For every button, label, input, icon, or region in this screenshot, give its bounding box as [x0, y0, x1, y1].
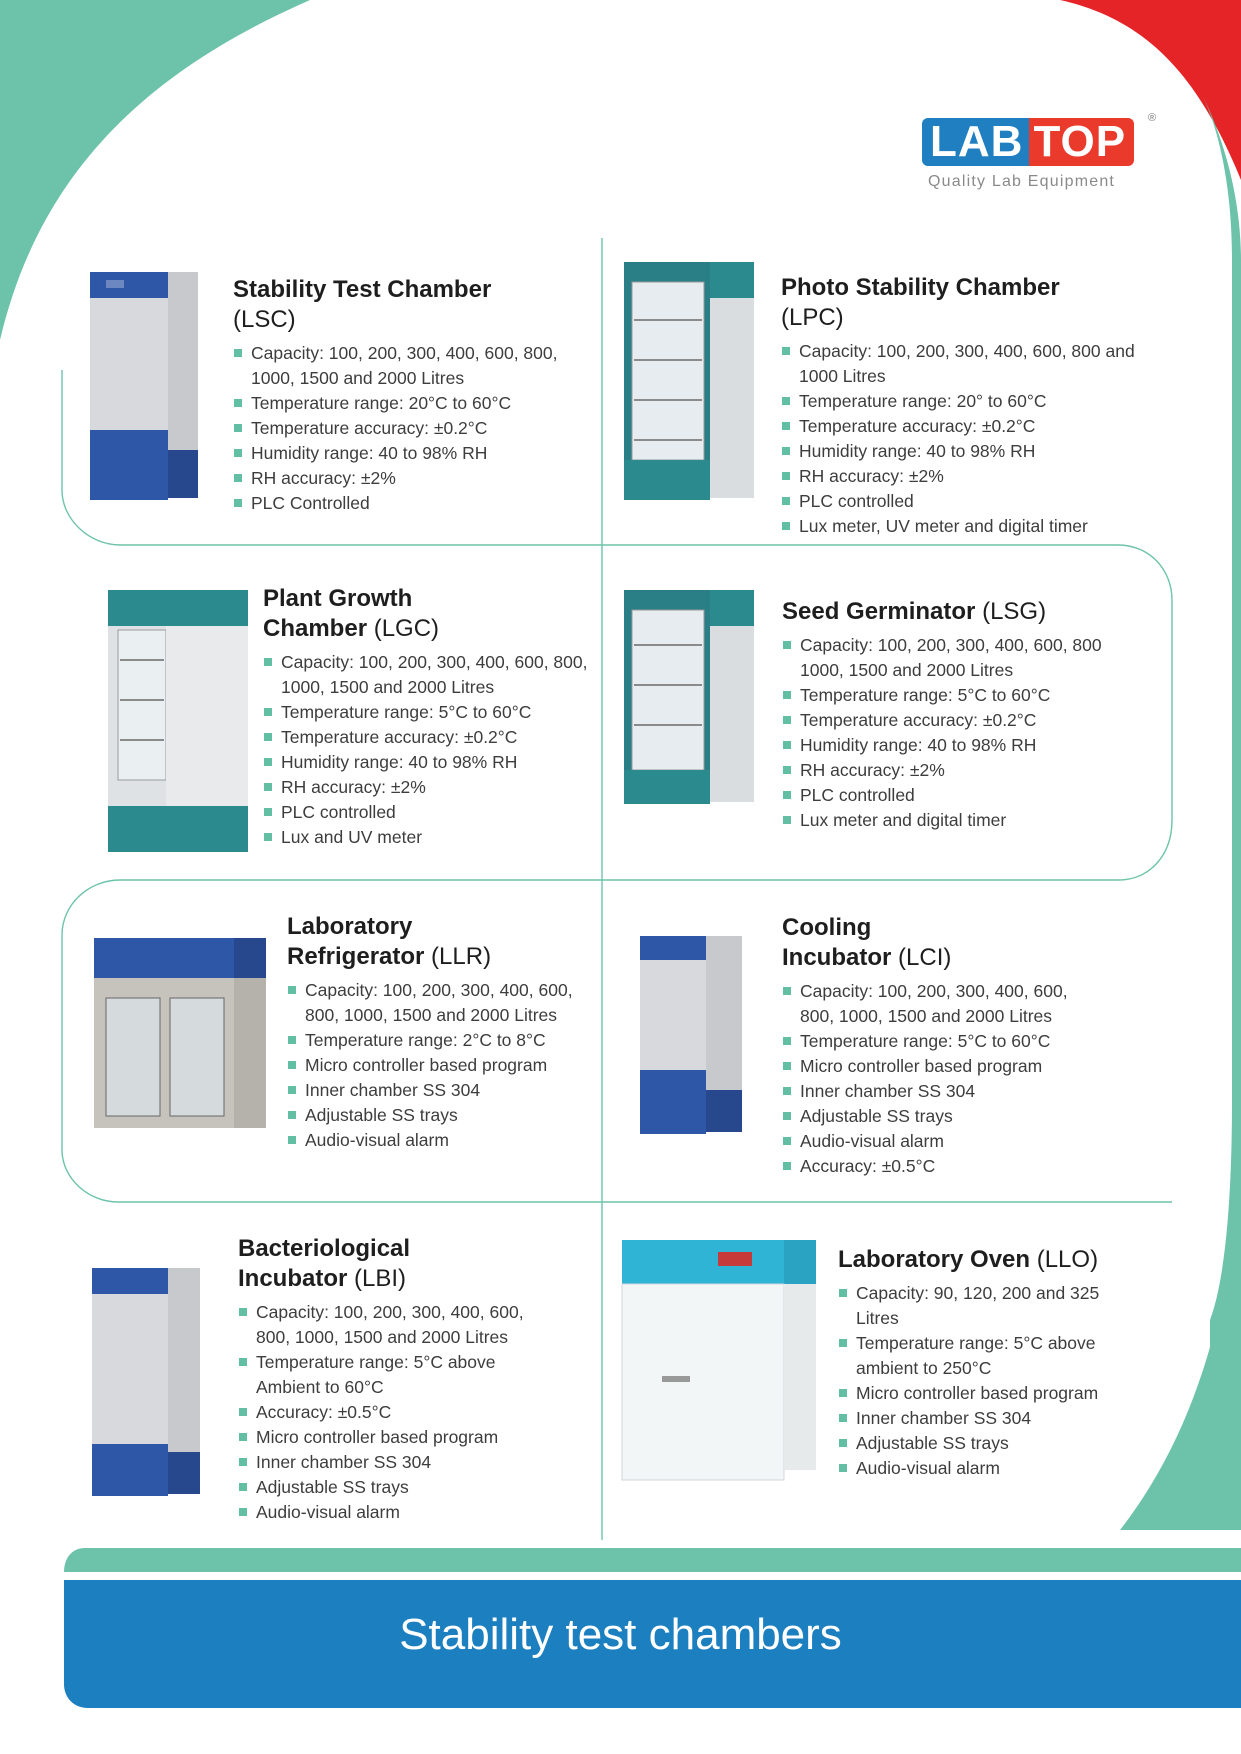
spec-item: RH accuracy: ±2%	[782, 758, 1142, 783]
product-bacteriological-incubator	[238, 1234, 568, 1525]
spec-item: PLC controlled	[263, 800, 593, 825]
spec-item: Temperature range: 2°C to 8°C	[287, 1028, 605, 1053]
product-seed-germinator	[782, 597, 1142, 833]
spec-item: Capacity: 100, 200, 300, 400, 600, 800, 1000, 1500 and 2000 Litres	[782, 979, 1102, 1029]
spec-item: Temperature range: 5°C to 60°C	[263, 700, 593, 725]
teal-right-lower	[1120, 1160, 1241, 1530]
photo-stability-chamber-image	[624, 262, 754, 500]
product-title: Laboratory Oven (LLO)	[838, 1246, 1099, 1273]
spec-item: Audio-visual alarm	[287, 1128, 605, 1153]
spec-item: Audio-visual alarm	[238, 1500, 553, 1525]
spec-item: Inner chamber SS 304	[287, 1078, 605, 1103]
spec-list	[781, 339, 1136, 539]
spec-list	[287, 978, 605, 1153]
product-cooling-incubator	[782, 913, 1102, 1179]
spec-item: Capacity: 100, 200, 300, 400, 600, 800, 1000, 1500 and 2000 Litres	[287, 978, 605, 1028]
registered-mark: ®	[1148, 112, 1157, 124]
product-photo-stability-chamber	[781, 273, 1136, 539]
spec-item: PLC Controlled	[233, 491, 593, 516]
spec-item: Capacity: 100, 200, 300, 400, 600, 800 and 1000 Litres	[781, 339, 1136, 389]
spec-item: Capacity: 100, 200, 300, 400, 600, 800, 1000, 1500 and 2000 Litres	[233, 341, 593, 391]
spec-list	[238, 1300, 553, 1525]
spec-item: Capacity: 100, 200, 300, 400, 600, 800, 1000, 1500 and 2000 Litres	[238, 1300, 553, 1350]
product-title: Stability Test Chamber (LSC)	[233, 276, 492, 333]
spec-item: Lux and UV meter	[263, 825, 593, 850]
logo-top-text: TOP	[1029, 118, 1134, 166]
spec-item: Audio-visual alarm	[782, 1129, 1102, 1154]
logo-lab-text: LAB	[922, 118, 1029, 166]
product-title: Plant Growth Chamber (LGC)	[263, 585, 440, 642]
spec-item: Temperature accuracy: ±0.2°C	[781, 414, 1136, 439]
cooling-incubator-image	[640, 936, 742, 1134]
spec-item: Temperature range: 20°C to 60°C	[233, 391, 593, 416]
spec-item: Temperature range: 5°C to 60°C	[782, 1029, 1102, 1054]
spec-list	[263, 650, 593, 850]
spec-item: Temperature accuracy: ±0.2°C	[233, 416, 593, 441]
spec-item: Humidity range: 40 to 98% RH	[781, 439, 1136, 464]
footer-teal-strip	[64, 1548, 1241, 1572]
spec-item: Capacity: 100, 200, 300, 400, 600, 800 1000, 1500 and 2000 Litres	[782, 633, 1142, 683]
seed-germinator-image	[624, 590, 754, 804]
bacteriological-incubator-image	[92, 1268, 200, 1496]
spec-item: Temperature accuracy: ±0.2°C	[263, 725, 593, 750]
spec-list	[233, 341, 593, 516]
product-title: Bacteriological Incubator (LBI)	[238, 1235, 411, 1292]
spec-list	[782, 979, 1102, 1179]
product-laboratory-oven	[838, 1245, 1138, 1481]
spec-item: Temperature range: 20° to 60°C	[781, 389, 1136, 414]
spec-item: Accuracy: ±0.5°C	[238, 1400, 553, 1425]
spec-item: Inner chamber SS 304	[238, 1450, 553, 1475]
spec-item: Inner chamber SS 304	[782, 1079, 1102, 1104]
spec-item: PLC controlled	[781, 489, 1136, 514]
spec-item: Adjustable SS trays	[287, 1103, 605, 1128]
logo-tagline: Quality Lab Equipment	[928, 173, 1116, 190]
spec-item: Humidity range: 40 to 98% RH	[782, 733, 1142, 758]
product-title: Cooling Incubator (LCI)	[782, 914, 952, 971]
spec-item: Temperature range: 5°C above ambient to 250°C	[838, 1331, 1128, 1381]
product-laboratory-refrigerator	[287, 912, 605, 1153]
plant-growth-chamber-image	[108, 590, 248, 852]
laboratory-oven-image	[622, 1240, 816, 1480]
spec-item: Adjustable SS trays	[238, 1475, 553, 1500]
spec-item: Humidity range: 40 to 98% RH	[233, 441, 593, 466]
spec-item: Lux meter, UV meter and digital timer	[781, 514, 1136, 539]
stability-chamber-image	[90, 272, 198, 500]
spec-item: Humidity range: 40 to 98% RH	[263, 750, 593, 775]
spec-item: PLC controlled	[782, 783, 1142, 808]
spec-item: RH accuracy: ±2%	[263, 775, 593, 800]
spec-item: Audio-visual alarm	[838, 1456, 1128, 1481]
spec-item: Accuracy: ±0.5°C	[782, 1154, 1102, 1179]
spec-item: Adjustable SS trays	[838, 1431, 1128, 1456]
spec-item: Lux meter and digital timer	[782, 808, 1142, 833]
spec-item: Capacity: 90, 120, 200 and 325 Litres	[838, 1281, 1128, 1331]
footer-title: Stability test chambers	[399, 1610, 842, 1659]
spec-item: Micro controller based program	[838, 1381, 1128, 1406]
spec-item: Micro controller based program	[238, 1425, 553, 1450]
spec-item: RH accuracy: ±2%	[781, 464, 1136, 489]
product-title: Seed Germinator (LSG)	[782, 598, 1047, 625]
spec-item: RH accuracy: ±2%	[233, 466, 593, 491]
spec-item: Micro controller based program	[287, 1053, 605, 1078]
spec-list	[838, 1281, 1128, 1481]
product-title: Laboratory Refrigerator (LLR)	[287, 913, 492, 970]
spec-list	[782, 633, 1142, 833]
laboratory-refrigerator-image	[94, 938, 266, 1128]
spec-item: Capacity: 100, 200, 300, 400, 600, 800, 1000, 1500 and 2000 Litres	[263, 650, 593, 700]
spec-item: Adjustable SS trays	[782, 1104, 1102, 1129]
spec-item: Micro controller based program	[782, 1054, 1102, 1079]
spec-item: Temperature range: 5°C to 60°C	[782, 683, 1142, 708]
brand-logo	[922, 112, 1157, 198]
spec-item: Inner chamber SS 304	[838, 1406, 1128, 1431]
spec-item: Temperature range: 5°C above Ambient to 60°C	[238, 1350, 553, 1400]
spec-item: Temperature accuracy: ±0.2°C	[782, 708, 1142, 733]
product-title: Photo Stability Chamber (LPC)	[781, 274, 1060, 331]
product-plant-growth-chamber	[263, 584, 593, 850]
product-stability-test-chamber	[233, 275, 593, 516]
